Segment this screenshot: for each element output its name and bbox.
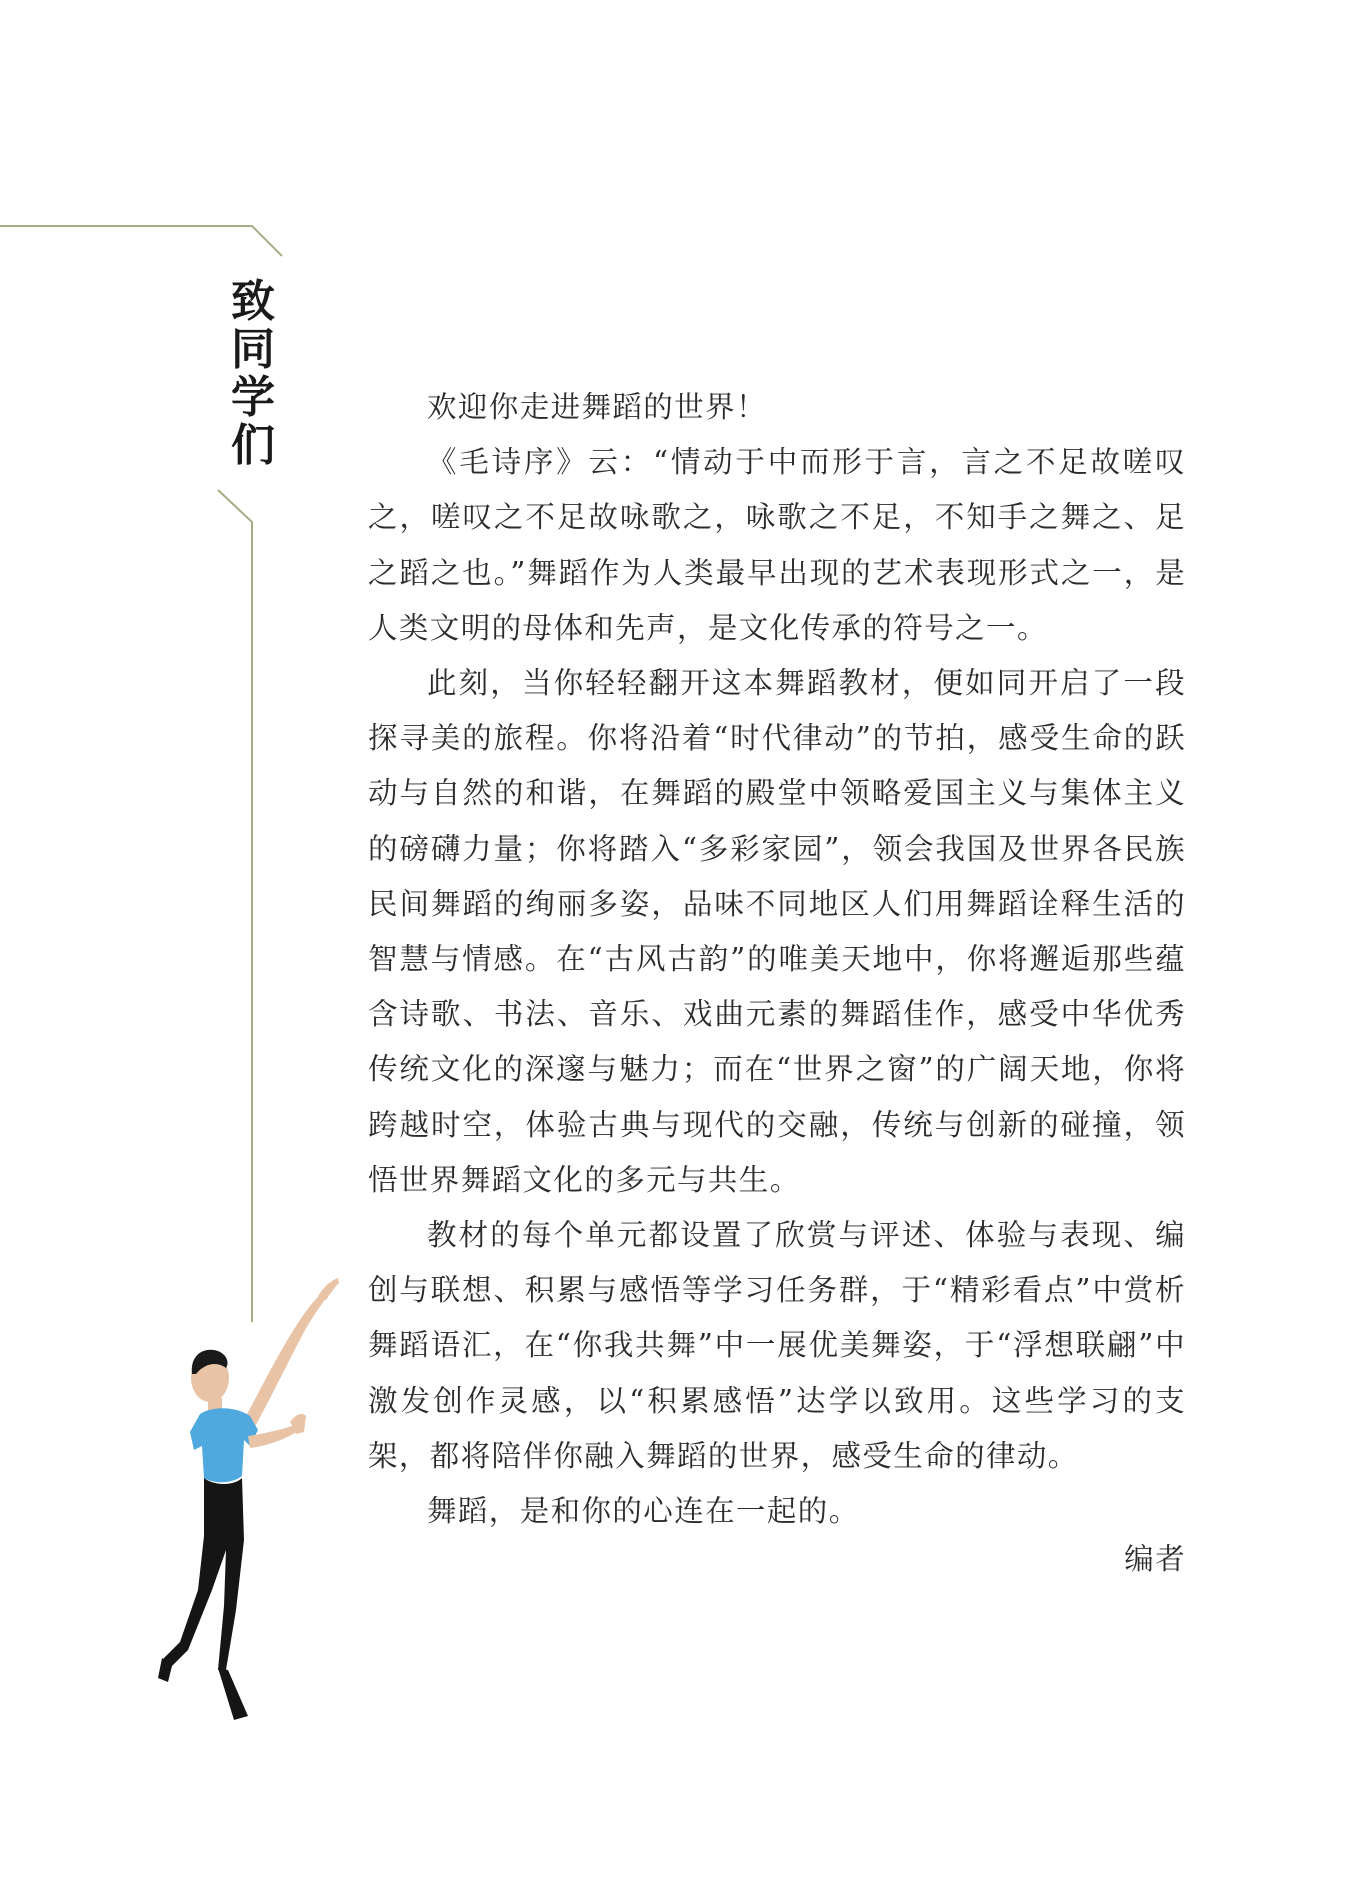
dancer-raised-hand <box>318 1278 339 1300</box>
letter-body <box>368 380 1186 1539</box>
paragraph-greeting: 欢迎你走进舞蹈的世界！ <box>427 390 767 424</box>
left-frame-line <box>218 490 252 1322</box>
title-char: 同 <box>231 324 275 375</box>
paragraph-journey: 此刻，当你轻轻翻开这本舞蹈教材，便如同开启了一段探寻美的旅程。你将沿着“时代律动”的节拍，感受生命的跃动与自然的和谐，在舞蹈的殿堂中领略爱国主义与集体主义的磅礴力量；你将踏入“多彩家园”，领会我国及世界各民族民间舞蹈的绚丽多姿，品味不同地区人们用舞蹈诠释生活的智慧与情感。在“古风古韵”的唯美天地中，你将邂逅那些蕴含诗歌、书法、音乐、戏曲元素的舞蹈佳作，感受中华优秀传统文化的深邃与魅力；而在“世界之窗”的广阔天地，你将跨越时空，体验古典与现代的交融，传统与创新的碰撞，领悟世界舞蹈文化的多元与共生。 <box>368 666 1186 1197</box>
title-char: 学 <box>231 372 275 423</box>
paragraph-closing: 舞蹈，是和你的心连在一起的。 <box>427 1494 860 1529</box>
title-char: 们 <box>231 420 275 471</box>
dancer-pants <box>162 1478 244 1670</box>
signature: 编者 <box>1124 1542 1186 1576</box>
dancer-front-foot <box>218 1668 248 1720</box>
dancer-illustration <box>140 1250 340 1730</box>
paragraph-quote: 《毛诗序》云：“情动于中而形于言，言之不足故嗟叹之，嗟叹之不足故咏歌之，咏歌之不足，不知手之舞之、足之蹈之也。”舞蹈作为人类最早出现的艺术表现形式之一，是人类文明的母体和先声，是文化传承的符号之一。 <box>368 445 1186 645</box>
paragraph-tasks: 教材的每个单元都设置了欣赏与评述、体验与表现、编创与联想、积累与感悟等学习任务群，于“精彩看点”中赏析舞蹈语汇，在“你我共舞”中一展优美舞姿，于“浮想联翩”中激发创作灵感，以“积累感悟”达学以致用。这些学习的支架，都将陪伴你融入舞蹈的世界，感受生命的律动。 <box>368 1218 1186 1473</box>
dancer-raised-arm <box>244 1292 327 1428</box>
dancer-shirt <box>190 1408 258 1482</box>
page-title-vertical <box>228 278 278 470</box>
title-char: 致 <box>231 276 275 327</box>
top-frame-line <box>0 226 282 256</box>
